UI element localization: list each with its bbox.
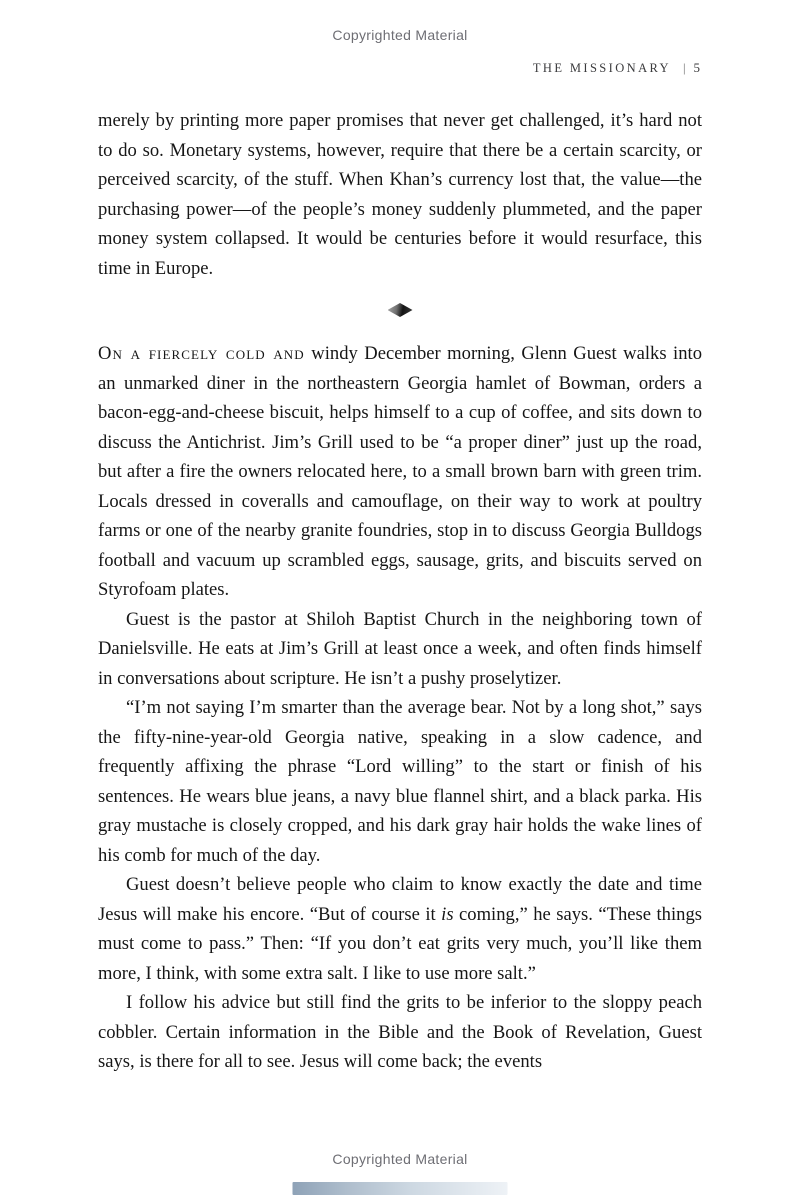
page-number: 5 (693, 60, 700, 75)
paragraph-5-text-lead: Guest doesn’t believe people who claim to know exactly the date and time Jesus will make his encore. “But of course it (98, 874, 702, 925)
paragraph-5-italic-word: is (441, 903, 454, 925)
paragraph-4-text: “I’m not saying I’m smarter than the average bear. Not by a long shot,” says the fifty-nine-year-old Georgia native, speaking in a slow cadence, and frequently affixing the phrase “Lord willing” to the start or finish of his sentences. He wears blue jeans, a navy blue flannel shirt, and a black parka. His gray mustache is closely cropped, and his dark gray hair holds the wake lines of his comb for much of the day. (98, 697, 702, 866)
paragraph-2-text: windy December morning, Glenn Guest walks into an unmarked diner in the northeastern Georgia hamlet of Bowman, orders a bacon-egg-and-cheese biscuit, helps himself to a cup of coffee, and sits down to discuss the Antichrist. Jim’s Grill used to be “a proper diner” just up the road, but after a fire the owners relocated here, to a small brown barn with green trim. Locals dressed in coveralls and camouflage, on their way to work at poultry farms or one of the nearby granite foundries, stop in to discuss Georgia Bulldogs football and vacuum up scrambled eggs, sausage, grits, and biscuits served on Styrofoam plates. (98, 343, 702, 600)
copyright-notice-top: Copyrighted Material (332, 27, 468, 43)
running-header (533, 60, 700, 76)
paragraph-2-smallcaps-lead: On a fiercely cold and (98, 343, 305, 364)
paragraph-1 (98, 106, 702, 283)
paragraph-4 (98, 693, 702, 870)
paragraph-6-text: I follow his advice but still find the grits to be inferior to the sloppy peach cobbler. Certain information in the Bible and the Book of Revelation, Guest says, is there for all to see. Jesus will come back; the events (98, 992, 702, 1072)
paragraph-1-text: merely by printing more paper promises that never get challenged, it’s hard not to do so. Monetary systems, however, require that there be a certain scarcity, or perceived scarcity, of the stuff. When Khan’s currency lost that, the value—the purchasing power—of the people’s money suddenly plummeted, and the paper money system collapsed. It would be centuries before it would resurface, this time in Europe. (98, 110, 702, 279)
running-header-title: THE MISSIONARY (532, 61, 671, 75)
diamond-ornament-icon (388, 303, 413, 317)
paragraph-3 (98, 605, 702, 694)
page-edge-gradient (293, 1182, 508, 1195)
paragraph-6 (98, 988, 702, 1077)
paragraph-3-text: Guest is the pastor at Shiloh Baptist Church in the neighboring town of Danielsville. He eats at Jim’s Grill at least once a week, and often finds himself in conversations about scripture. He isn’t a pushy proselytizer. (98, 608, 702, 689)
paragraph-2 (98, 339, 702, 605)
section-divider (98, 303, 702, 317)
paragraph-5-text-tail: coming,” he says. “These things must come to pass.” Then: “If you don’t eat grits very much, you’ll like them more, I think, with some extra salt. I like to use more salt.” (98, 903, 702, 984)
paragraph-5 (98, 870, 702, 988)
copyright-notice-bottom: Copyrighted Material (332, 1151, 468, 1167)
page-body (98, 106, 702, 1077)
running-header-separator: | (682, 61, 686, 75)
